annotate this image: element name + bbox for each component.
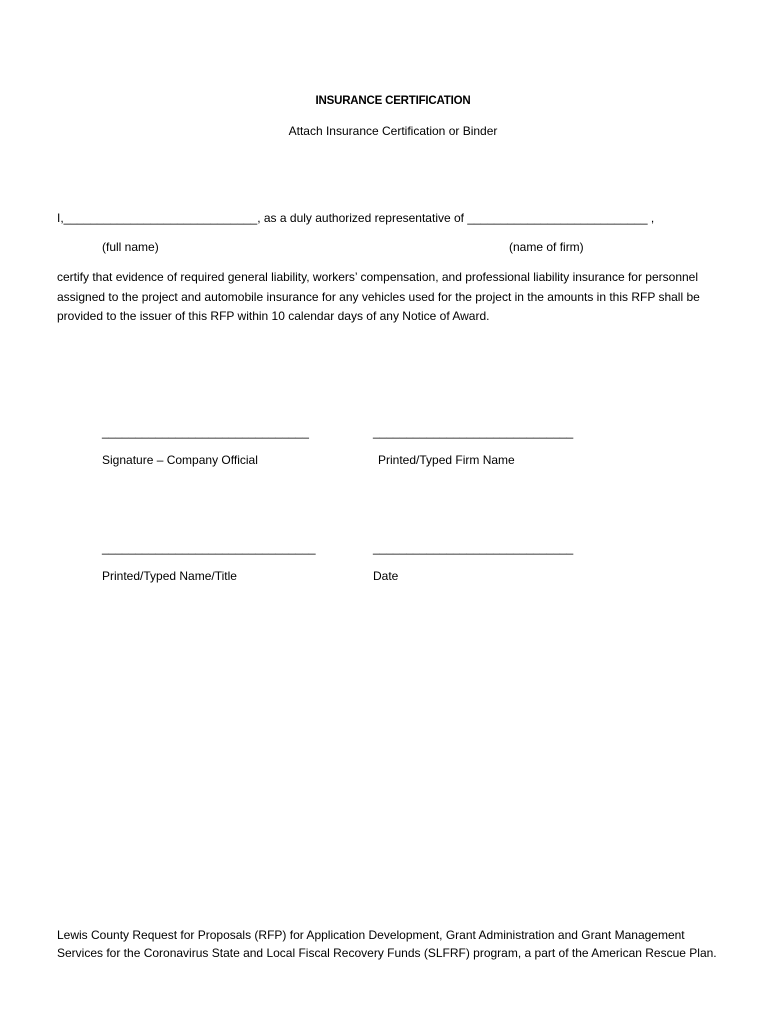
page-title: INSURANCE CERTIFICATION — [315, 95, 471, 107]
firm-name-label: Printed/Typed Firm Name — [378, 453, 515, 467]
name-title-line: ________________________________ — [102, 541, 316, 555]
certification-statement: certify that evidence of required general liability, workers’ compensation, and professional liability insurance for personnel assigned to the project and automobile insurance for any vehicles used for the project in the amounts in this RFP shall be provided to the issuer of this RFP within 10 calendar days of any Notice of Award. — [57, 270, 700, 323]
declaration-line: I,_____________________________, as a duly authorized representative of ___________________________ , — [57, 211, 655, 225]
firm-name-hint: (name of firm) — [509, 240, 584, 254]
name-title-label: Printed/Typed Name/Title — [102, 569, 237, 583]
date-label: Date — [373, 569, 399, 583]
signature-label: Signature – Company Official — [102, 453, 258, 467]
signature-line: _______________________________ — [102, 425, 309, 439]
page-subtitle: Attach Insurance Certification or Binder — [288, 124, 498, 138]
footer-note: Lewis County Request for Proposals (RFP) for Application Development, Grant Administration and Grant Management Services for the Coronavirus State and Local Fiscal Recovery Funds (SLFRF) program, a part of the American Rescue Plan. — [57, 928, 717, 960]
full-name-hint: (full name) — [102, 240, 159, 254]
firm-name-line: ______________________________ — [373, 425, 574, 439]
date-line: ______________________________ — [373, 541, 574, 555]
